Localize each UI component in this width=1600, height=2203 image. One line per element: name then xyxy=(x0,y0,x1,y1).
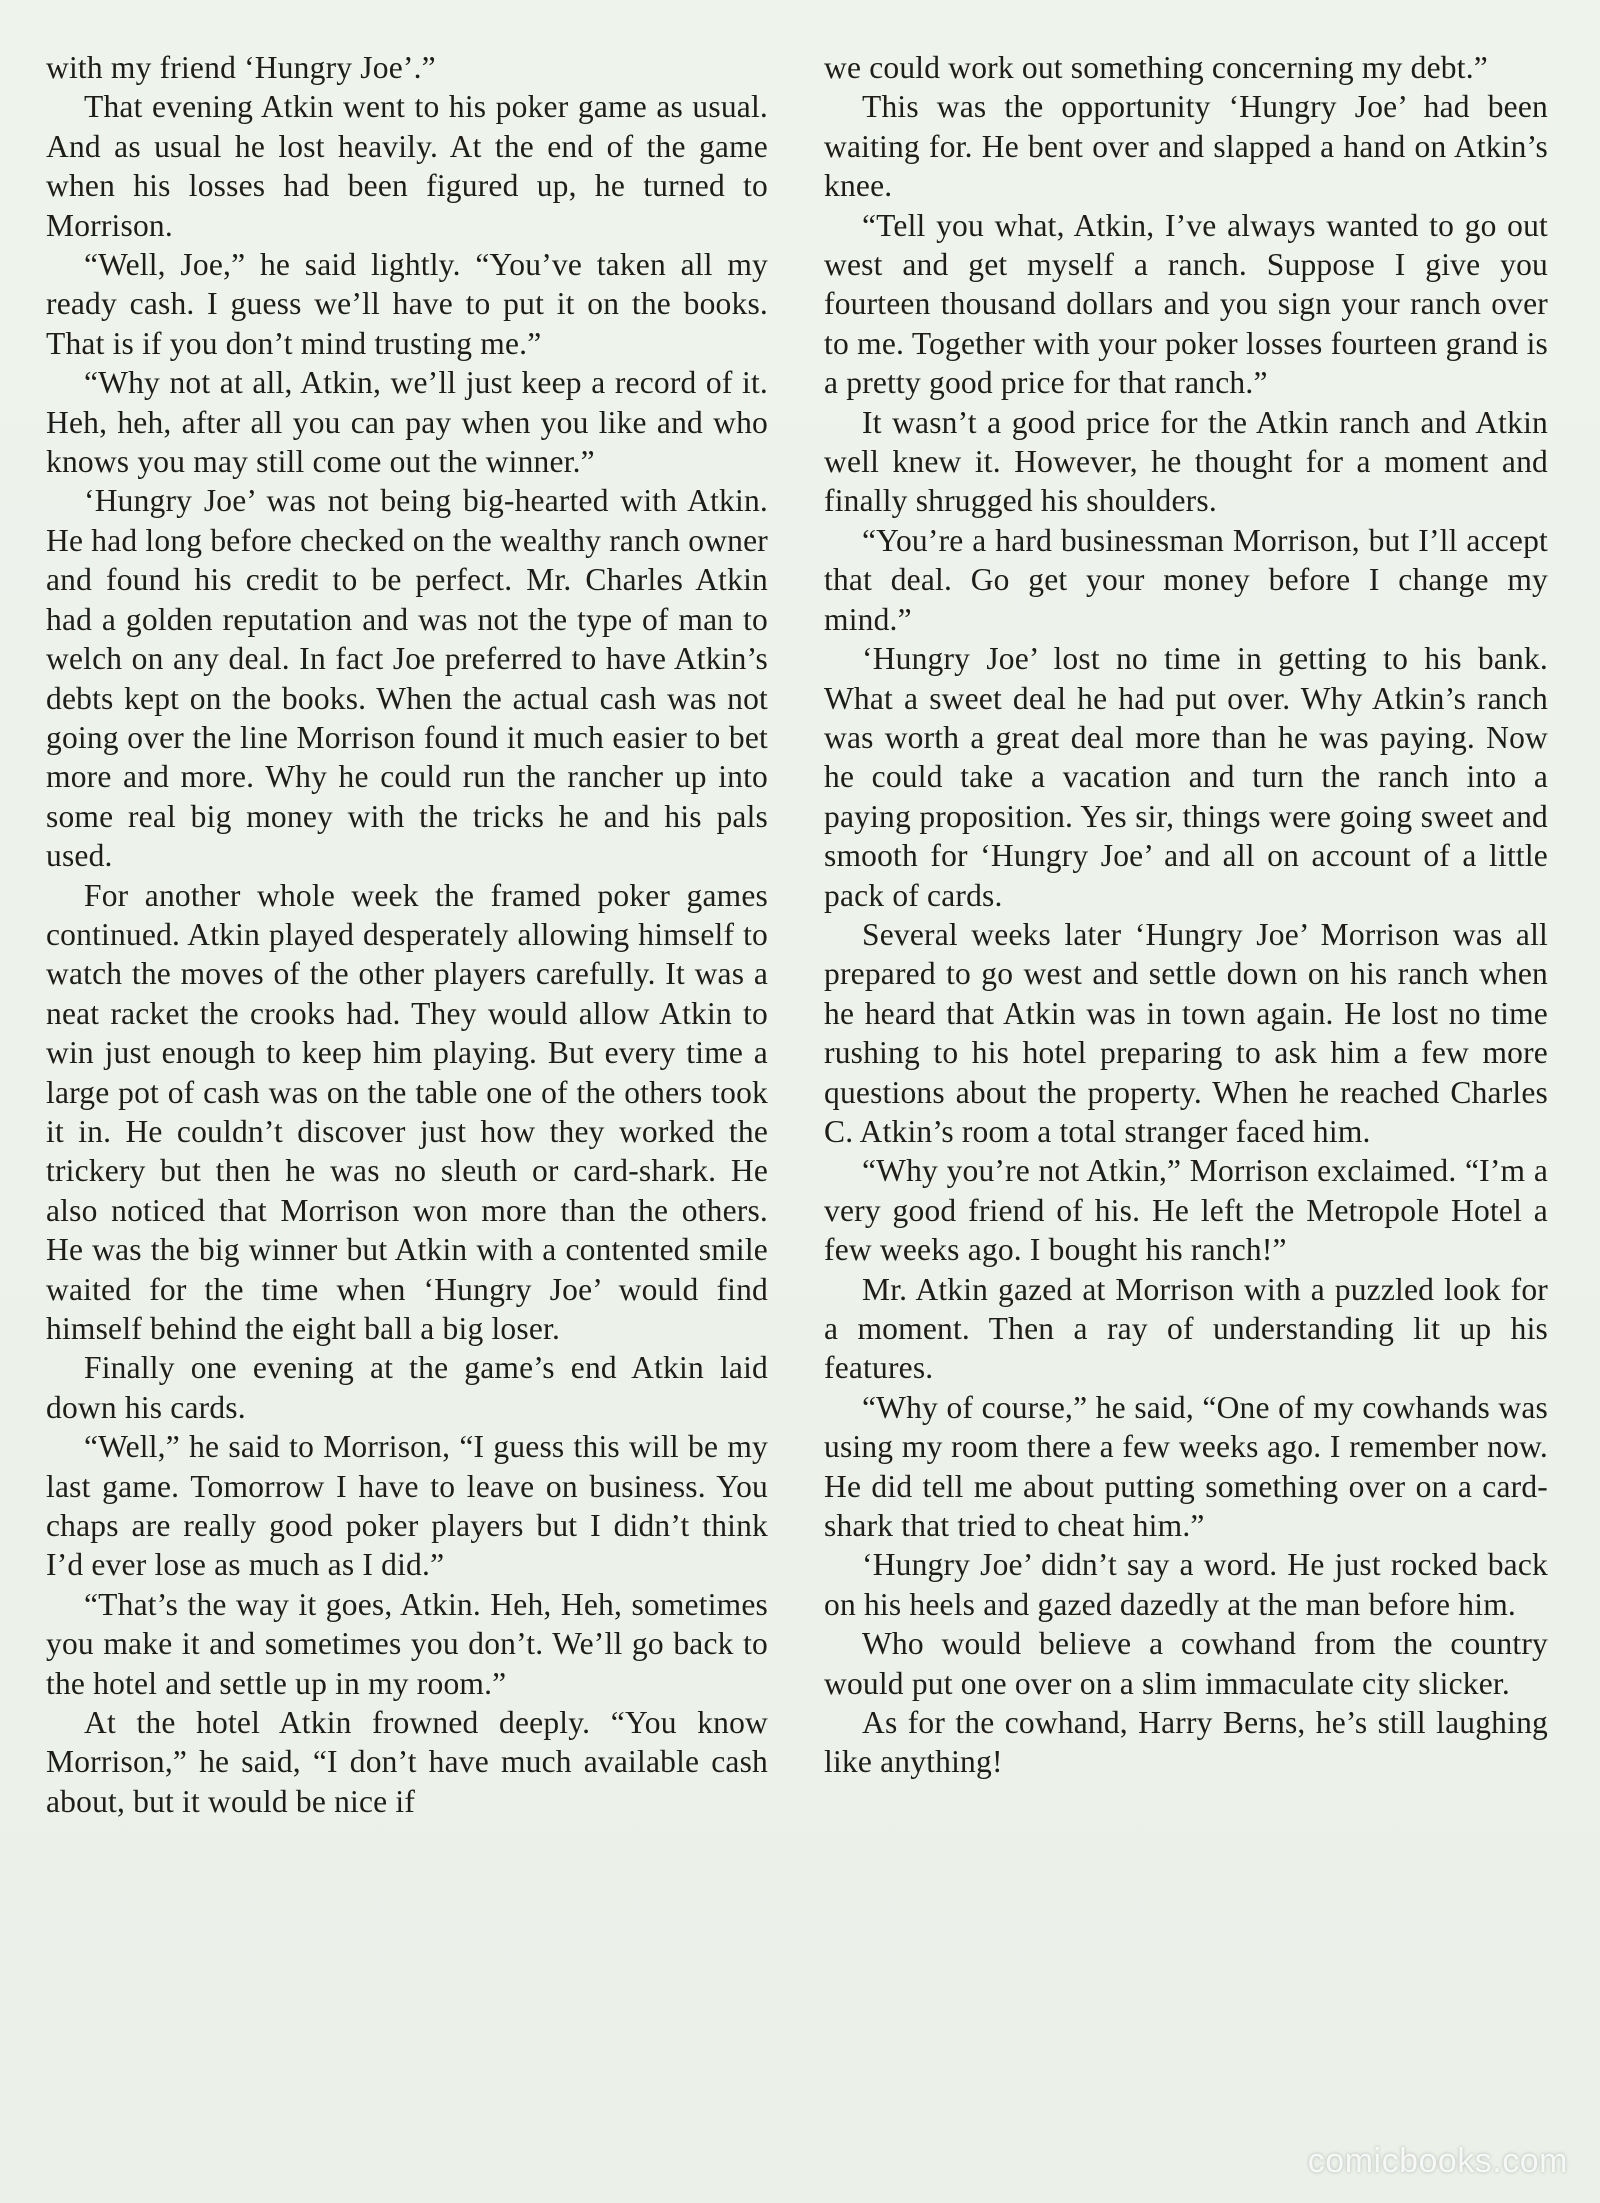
paragraph: For another whole week the framed poker games continued. Atkin played desperately allowing himself to watch the moves of the other players carefully. It was a neat racket the crooks had. They would allow Atkin to win just enough to keep him playing. But every time a large pot of cash was on the table one of the others took it in. He couldn’t discover just how they worked the trickery but then he was no sleuth or card-shark. He also noticed that Morrison won more than the others. He was the big winner but Atkin with a contented smile waited for the time when ‘Hungry Joe’ would find himself behind the eight ball a big loser. xyxy=(46,877,768,1346)
paragraph: Finally one evening at the game’s end Atkin laid down his cards. xyxy=(46,1350,768,1425)
paragraph: This was the opportunity ‘Hungry Joe’ had been waiting for. He bent over and slapped a hand on Atkin’s knee. xyxy=(824,89,1548,204)
paragraph: As for the cowhand, Harry Berns, he’s still laughing like anything! xyxy=(824,1705,1548,1780)
paragraph: ‘Hungry Joe’ didn’t say a word. He just rocked back on his heels and gazed dazedly at the man before him. xyxy=(824,1547,1548,1622)
paragraph: “Why of course,” he said, “One of my cowhands was using my room there a few weeks ago. I remember now. He did tell me about putting something over on a card-shark that tried to cheat him.” xyxy=(824,1389,1548,1544)
paragraph: with my friend ‘Hungry Joe’.” xyxy=(46,50,436,85)
paragraph: At the hotel Atkin frowned deeply. “You know Morrison,” he said, “I don’t have much available cash about, but it would be nice if xyxy=(46,1705,768,1819)
paragraph: That evening Atkin went to his poker game as usual. And as usual he lost heavily. At the end of the game when his losses had been figured up, he turned to Morrison. xyxy=(46,89,768,243)
paragraph: “Why you’re not Atkin,” Morrison exclaimed. “I’m a very good friend of his. He left the Metropole Hotel a few weeks ago. I bought his ranch!” xyxy=(824,1153,1548,1268)
paragraph: Several weeks later ‘Hungry Joe’ Morrison was all prepared to go west and settle down on his ranch when he heard that Atkin was in town again. He lost no time rushing to his hotel preparing to ask him a few more questions about the property. When he reached Charles C. Atkin’s room a total stranger faced him. xyxy=(824,916,1548,1149)
paragraph: “Why not at all, Atkin, we’ll just keep a record of it. Heh, heh, after all you can pay when you like and who knows you may still come out the winner.” xyxy=(46,365,768,480)
paragraph: “Tell you what, Atkin, I’ve always wanted to go out west and get myself a ranch. Suppose I give you fourteen thousand dollars and you sign your ranch over to me. Together with your poker losses fourteen grand is a pretty good price for that ranch.” xyxy=(824,207,1548,401)
right-text-column xyxy=(824,48,1548,1782)
left-text-column xyxy=(46,48,768,1821)
paragraph: ‘Hungry Joe’ lost no time in getting to his bank. What a sweet deal he had put over. Why Atkin’s ranch was worth a great deal more than he was paying. Now he could take a vacation and turn the ranch into a paying proposition. Yes sir, things were going sweet and smooth for ‘Hungry Joe’ and all on account of a little pack of cards. xyxy=(824,641,1548,913)
paragraph: “You’re a hard businessman Morrison, but I’ll accept that deal. Go get your money before I change my mind.” xyxy=(824,522,1548,637)
paragraph: we could work out something concerning my debt.” xyxy=(824,50,1488,85)
paragraph: “Well, Joe,” he said lightly. “You’ve taken all my ready cash. I guess we’ll have to put it on the books. That is if you don’t mind trusting me.” xyxy=(46,247,768,361)
paragraph: It wasn’t a good price for the Atkin ranch and Atkin well knew it. However, he thought for a moment and finally shrugged his shoulders. xyxy=(824,404,1548,519)
site-watermark: comicbooks.com xyxy=(1307,2142,1568,2180)
paragraph: Who would believe a cowhand from the country would put one over on a slim immaculate city slicker. xyxy=(824,1626,1548,1701)
paragraph: ‘Hungry Joe’ was not being big-hearted with Atkin. He had long before checked on the wealthy ranch owner and found his credit to be perfect. Mr. Charles Atkin had a golden reputation and was not the type of man to welch on any deal. In fact Joe preferred to have Atkin’s debts kept on the books. When the actual cash was not going over the line Morrison found it much easier to bet more and more. Why he could run the rancher up into some real big money with the tricks he and his pals used. xyxy=(46,483,768,874)
paragraph: “Well,” he said to Morrison, “I guess this will be my last game. Tomorrow I have to leave on business. You chaps are really good poker players but I didn’t think I’d ever lose as much as I did.” xyxy=(46,1429,768,1583)
paragraph: “That’s the way it goes, Atkin. Heh, Heh, sometimes you make it and sometimes you don’t. We’ll go back to the hotel and settle up in my room.” xyxy=(46,1586,768,1701)
paragraph: Mr. Atkin gazed at Morrison with a puzzled look for a moment. Then a ray of understanding lit up his features. xyxy=(824,1271,1548,1386)
